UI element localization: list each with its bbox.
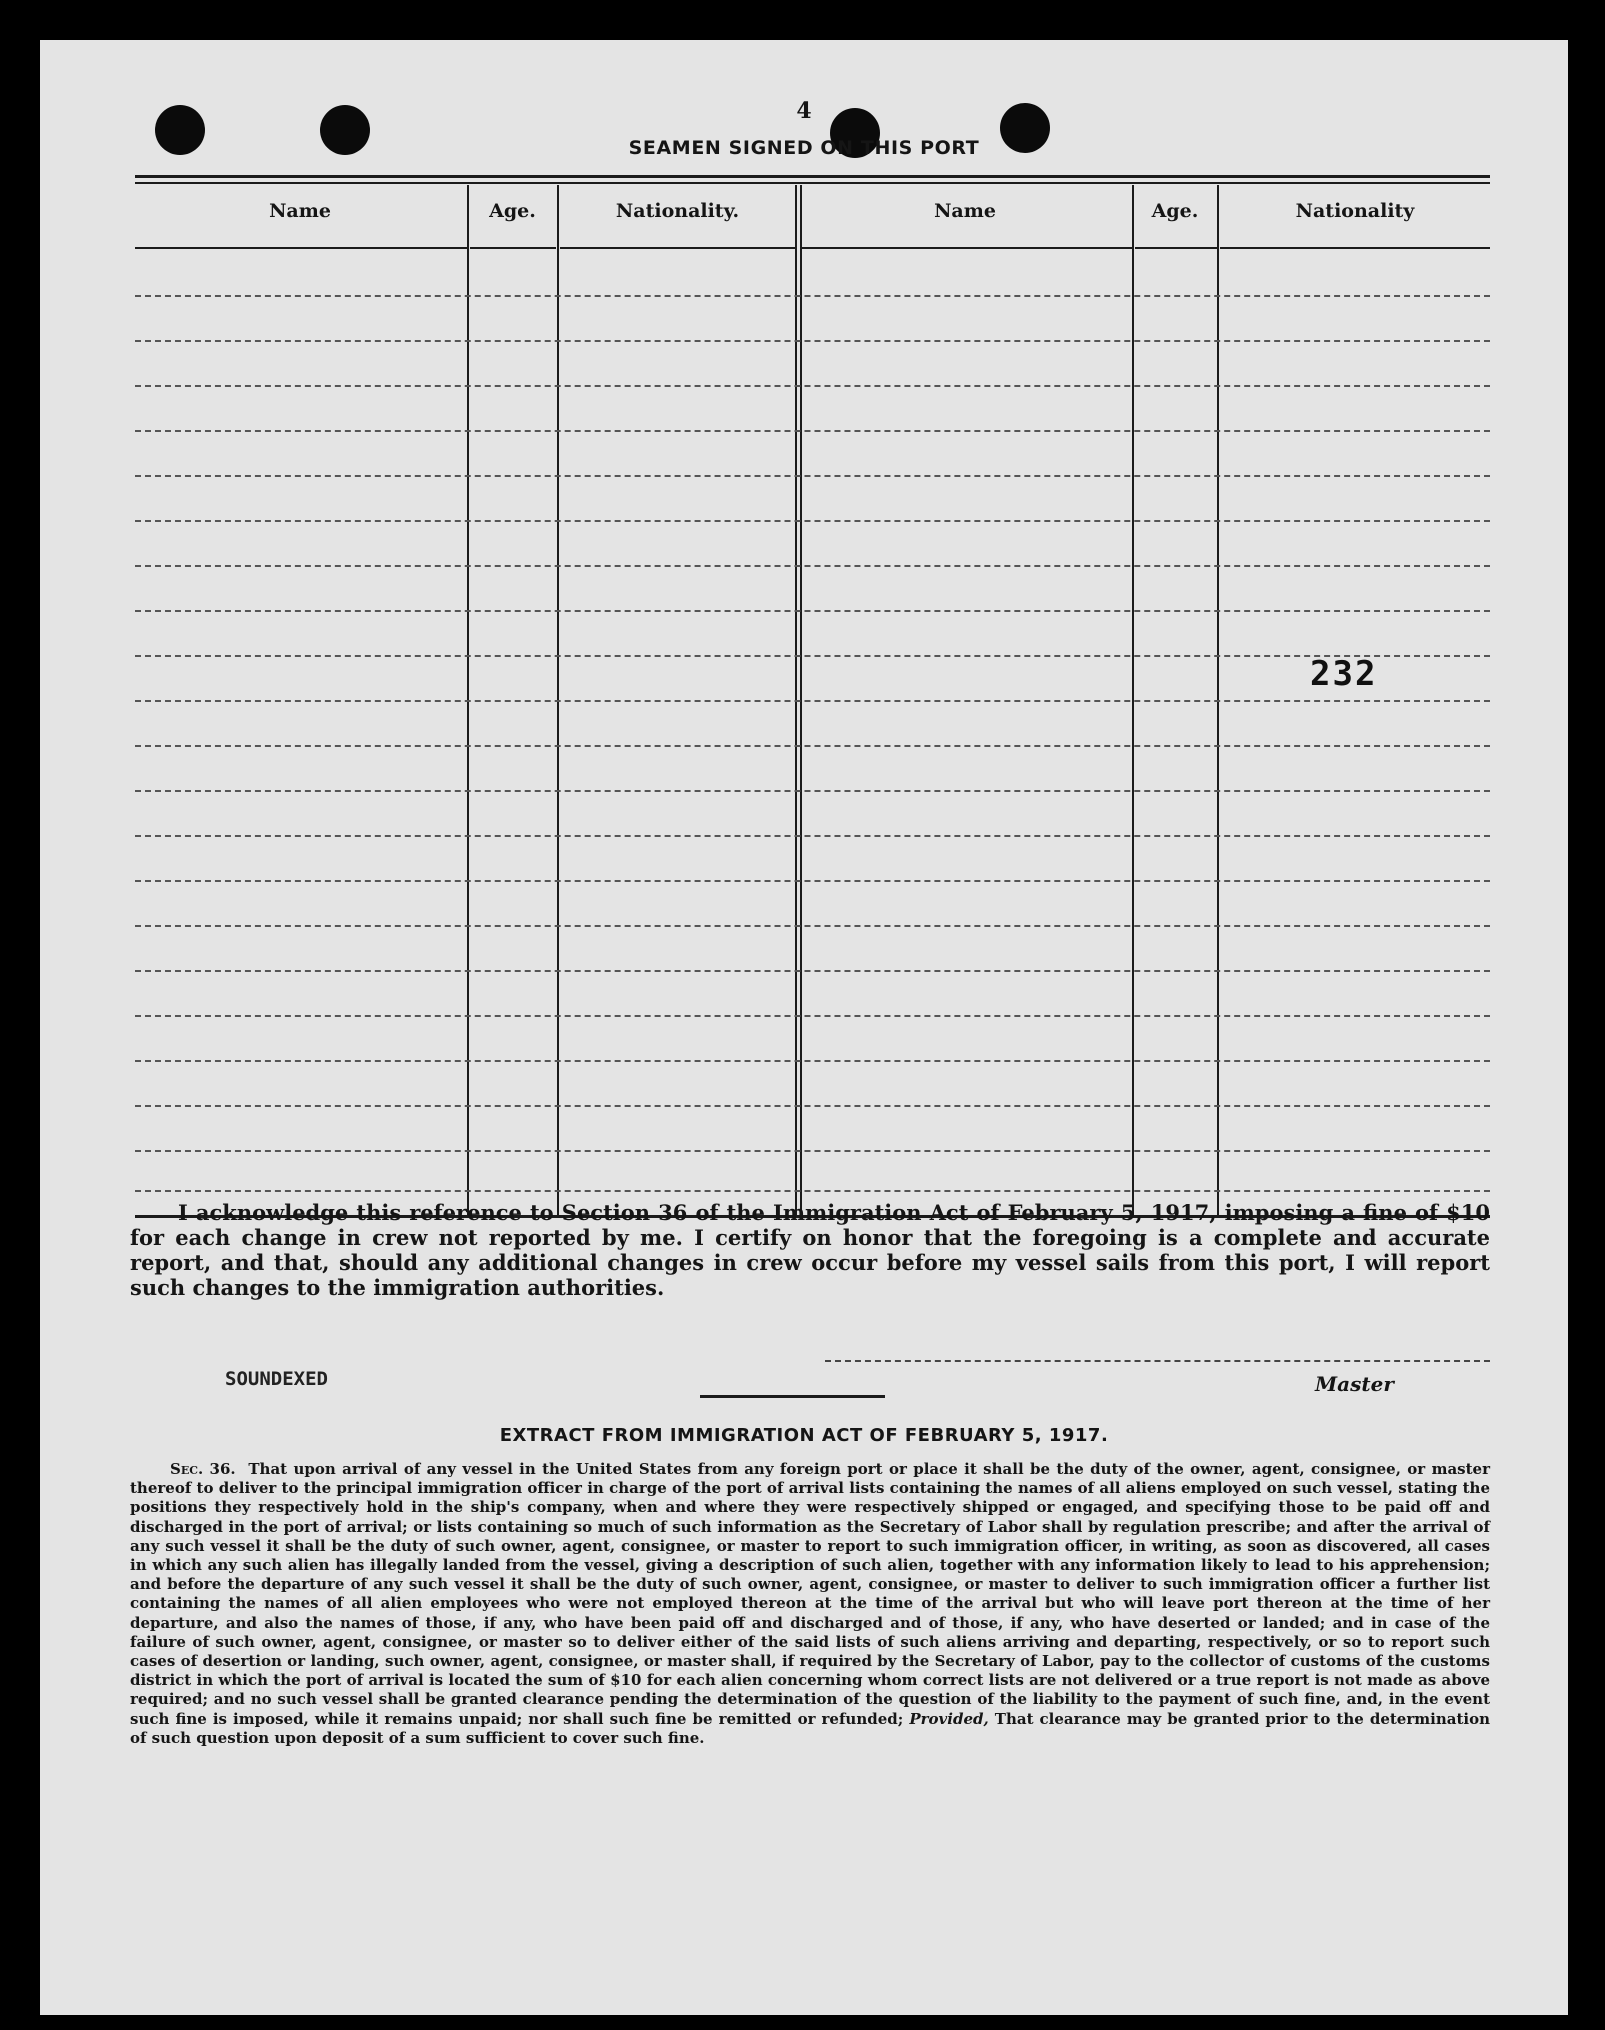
col-header-underline-4 xyxy=(802,247,1132,249)
table-row xyxy=(135,1060,1490,1062)
form-title: SEAMEN SIGNED ON THIS PORT xyxy=(628,137,980,159)
table-row xyxy=(135,1015,1490,1017)
table-row xyxy=(135,790,1490,792)
col-header-nationality-left: Nationality. xyxy=(615,200,740,222)
acknowledgment-text: I acknowledge this reference to Section 36 of the Immigration Act of February 5, 1917, imposing a fine of $10 for each change in crew not reported by me. I certify on honor that the foregoing is a complete and accurate report, and that, should any additional changes in crew occur before my vessel sails from this port, I will report such changes to the immigration authorities. xyxy=(130,1200,1490,1300)
acknowledgment-paragraph xyxy=(130,1200,1490,1300)
soundex-stamp: SOUNDEXED xyxy=(225,1368,328,1390)
extract-body xyxy=(130,1460,1490,1748)
provided-word: Provided, xyxy=(909,1709,989,1728)
table-row xyxy=(135,1150,1490,1152)
header-rule-bottom xyxy=(135,182,1490,184)
col-header-underline-1 xyxy=(135,247,467,249)
table-row xyxy=(135,430,1490,432)
col-header-name-right: Name xyxy=(934,200,996,222)
table-row xyxy=(135,970,1490,972)
table-row xyxy=(135,385,1490,387)
extract-paragraph xyxy=(130,1460,1490,1748)
col-header-underline-5 xyxy=(1135,247,1217,249)
extract-text-end: That clearance may be granted prior to the determination of such question upon deposit of a sum sufficient to cover such fine. xyxy=(130,1709,1490,1747)
extract-title: EXTRACT FROM IMMIGRATION ACT OF FEBRUARY 5, 1917. xyxy=(499,1425,1109,1446)
table-row xyxy=(135,475,1490,477)
header-rule-top xyxy=(135,175,1490,178)
col-header-age-left: Age. xyxy=(489,200,536,222)
master-signature-line xyxy=(825,1360,1490,1362)
table-row xyxy=(135,610,1490,612)
col-header-age-right: Age. xyxy=(1151,200,1199,222)
col-header-underline-2 xyxy=(470,247,556,249)
col-header-underline-6 xyxy=(1220,247,1490,249)
extract-text-main: That upon arrival of any vessel in the United States from any foreign port or place it shall be the duty of the owner, agent, consignee, or master thereof to deliver to the principal immigration officer in charge of the port of arrival lists containing the names of all aliens employed on such vessel, stating the positions they respectively hold in the ship's company, when and where they were respectively shipped or engaged, and specifying those to be paid off and discharged in the port of arrival; or lists containing so much of such information as the Secretary of Labor shall by regulation prescribe; and after the arrival of any such vessel it shall be the duty of such owner, agent, consignee, or master to report to such immigration officer, in writing, as soon as discovered, all cases in which any such alien has illegally landed from the vessel, giving a description of such alien, together with any information likely to lead to his apprehension; and before the departure of any such vessel it shall be the duty of such owner, agent, consignee, or master to deliver to such immigration officer a further list containing the names of all alien employees who were not employed thereon at the time of the arrival but who will leave port thereon at the time of her departure, and also the names of those, if any, who have been paid off and discharged and of those, if any, who have deserted or landed; and in case of the failure of such owner, agent, consignee, or master so to deliver either of the said lists of such aliens arriving and departing, respectively, or so to report such cases of desertion or landing, such owner, agent, consignee, or master shall, if required by the Secretary of Labor, pay to the collector of customs of the customs district in which the port of arrival is located the sum of $10 for each alien concerning whom correct lists are not delivered or a true report is not made as above required; and no such vessel shall be granted clearance pending the determination of the question of the liability to the payment of such fine, and, in the event such fine is imposed, while it remains unpaid; nor shall such fine be remitted or refunded; xyxy=(130,1460,1490,1728)
table-row xyxy=(135,745,1490,747)
table-row xyxy=(135,1105,1490,1107)
table-row xyxy=(135,295,1490,297)
page-number: 4 xyxy=(796,98,812,124)
table-row xyxy=(135,565,1490,567)
table-row xyxy=(135,340,1490,342)
stamp-number: 232 xyxy=(1310,654,1378,694)
col-header-underline-3 xyxy=(560,247,796,249)
section-label: Sec. 36. xyxy=(170,1460,236,1478)
table-row xyxy=(135,520,1490,522)
table-row xyxy=(135,880,1490,882)
table-row xyxy=(135,655,1490,657)
extract-separator xyxy=(700,1395,885,1398)
table-row xyxy=(135,835,1490,837)
col-header-name-left: Name xyxy=(269,200,331,222)
table-row xyxy=(135,700,1490,702)
table-row xyxy=(135,925,1490,927)
col-header-nationality-right: Nationality xyxy=(1295,200,1415,222)
form-sheet xyxy=(40,40,1568,2015)
master-label: Master xyxy=(1315,1372,1394,1396)
table-row xyxy=(135,1190,1490,1192)
